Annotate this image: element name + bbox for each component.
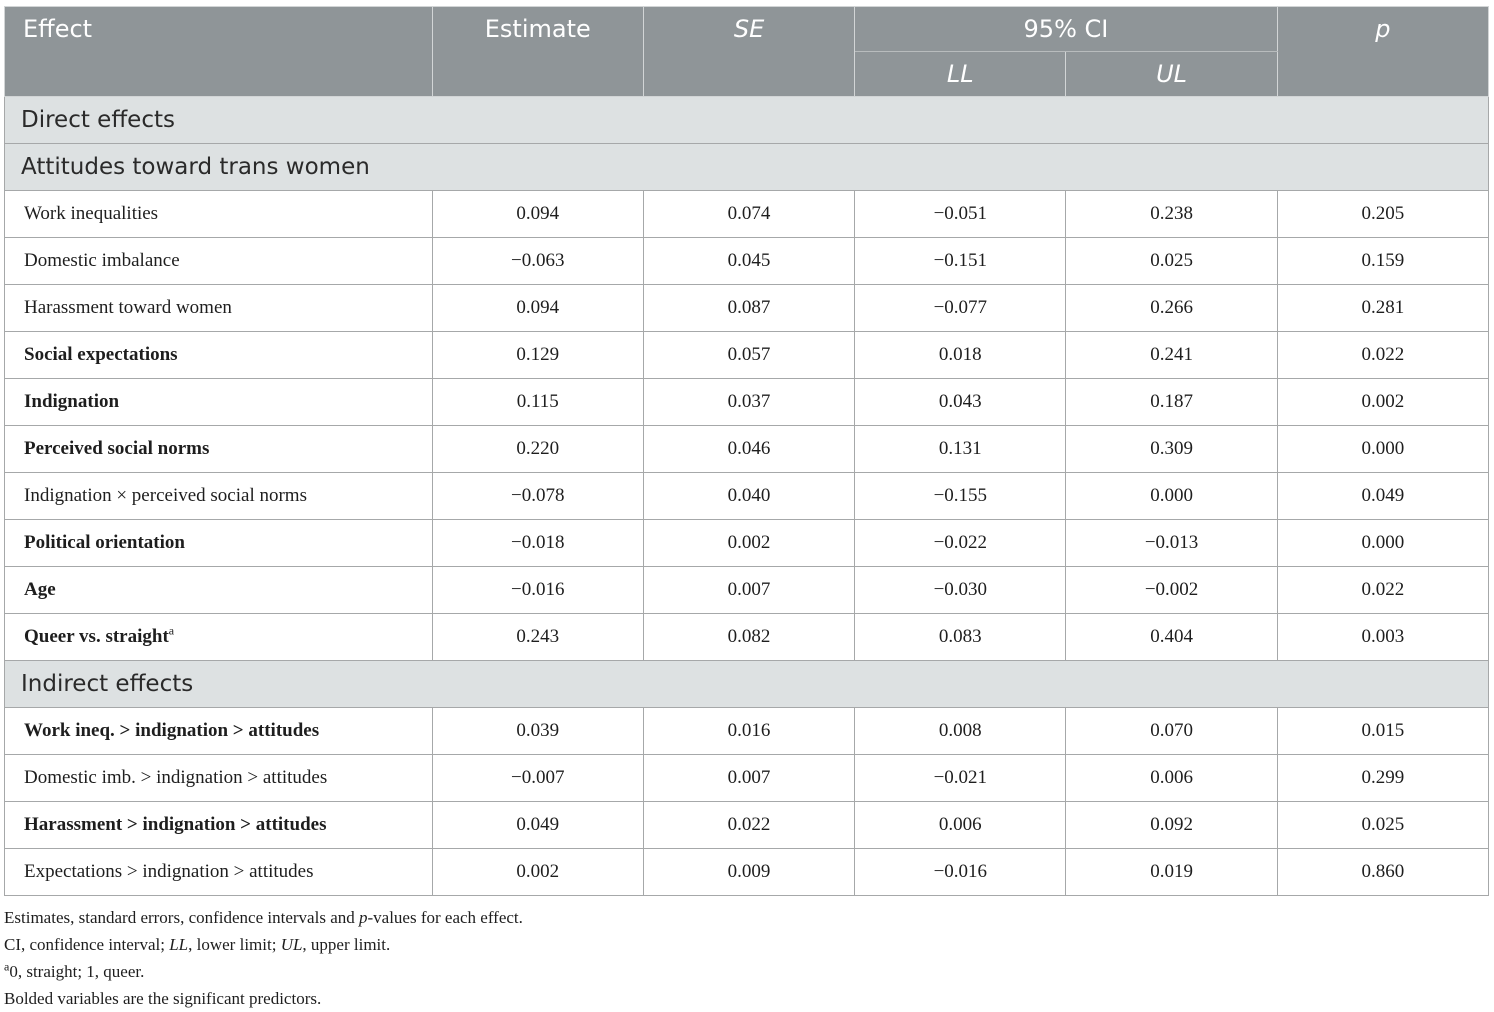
ul-cell: 0.238 xyxy=(1066,191,1277,238)
table-row xyxy=(5,473,1489,520)
ll-cell: 0.131 xyxy=(855,426,1066,473)
footnote-1-text-b: -values for each effect. xyxy=(367,908,523,927)
results-table-container xyxy=(4,6,1489,896)
effect-label-text: Age xyxy=(24,579,56,600)
ul-cell: 0.266 xyxy=(1066,285,1277,332)
p-cell: 0.000 xyxy=(1277,426,1488,473)
header-p: p xyxy=(1277,7,1488,97)
ll-cell: −0.077 xyxy=(855,285,1066,332)
footnote-3 xyxy=(4,958,523,985)
estimate-cell: −0.063 xyxy=(432,238,643,285)
effect-label-text: Work inequalities xyxy=(24,203,159,224)
table-header xyxy=(5,7,1489,97)
se-cell: 0.037 xyxy=(643,379,854,426)
footnote-2-ll: LL xyxy=(169,935,189,954)
table-row xyxy=(5,379,1489,426)
se-cell: 0.046 xyxy=(643,426,854,473)
se-cell: 0.007 xyxy=(643,567,854,614)
p-cell: 0.002 xyxy=(1277,379,1488,426)
p-cell: 0.022 xyxy=(1277,567,1488,614)
footnote-1-text-a: Estimates, standard errors, confidence intervals and xyxy=(4,908,359,927)
effect-label xyxy=(5,708,433,755)
se-cell: 0.074 xyxy=(643,191,854,238)
ll-cell: −0.030 xyxy=(855,567,1066,614)
ul-cell: −0.013 xyxy=(1066,520,1277,567)
effect-label xyxy=(5,191,433,238)
footnote-3-text: 0, straight; 1, queer. xyxy=(9,962,145,981)
se-cell: 0.045 xyxy=(643,238,854,285)
table-row xyxy=(5,520,1489,567)
p-cell: 0.003 xyxy=(1277,614,1488,661)
p-cell: 0.159 xyxy=(1277,238,1488,285)
effect-label xyxy=(5,426,433,473)
footnote-1-p: p xyxy=(358,908,368,927)
table-row xyxy=(5,567,1489,614)
effect-label xyxy=(5,332,433,379)
header-ci: 95% CI xyxy=(855,7,1278,52)
estimate-cell: 0.129 xyxy=(432,332,643,379)
effect-label xyxy=(5,849,433,896)
estimate-cell: 0.243 xyxy=(432,614,643,661)
footnote-2 xyxy=(4,931,523,958)
se-cell: 0.007 xyxy=(643,755,854,802)
table-body xyxy=(5,97,1489,896)
ul-cell: 0.187 xyxy=(1066,379,1277,426)
results-table xyxy=(4,6,1489,896)
ll-cell: 0.018 xyxy=(855,332,1066,379)
effect-label-text: Perceived social norms xyxy=(24,438,210,459)
p-cell: 0.299 xyxy=(1277,755,1488,802)
effect-label xyxy=(5,802,433,849)
footnote-2-text-b: , lower limit; xyxy=(188,935,281,954)
se-cell: 0.082 xyxy=(643,614,854,661)
ul-cell: 0.404 xyxy=(1066,614,1277,661)
se-cell: 0.002 xyxy=(643,520,854,567)
header-ul: UL xyxy=(1066,52,1277,97)
estimate-cell: −0.078 xyxy=(432,473,643,520)
table-row xyxy=(5,849,1489,896)
table-footnotes xyxy=(4,904,523,1012)
ll-cell: 0.006 xyxy=(855,802,1066,849)
effect-label xyxy=(5,238,433,285)
ll-cell: 0.008 xyxy=(855,708,1066,755)
section-row-direct xyxy=(5,97,1489,144)
effect-label xyxy=(5,379,433,426)
effect-label-text: Queer vs. straight xyxy=(24,626,169,647)
table-row xyxy=(5,755,1489,802)
table-row xyxy=(5,238,1489,285)
estimate-cell: −0.018 xyxy=(432,520,643,567)
header-ll: LL xyxy=(855,52,1066,97)
ul-cell: 0.019 xyxy=(1066,849,1277,896)
estimate-cell: −0.007 xyxy=(432,755,643,802)
effect-label-text: Harassment toward women xyxy=(24,297,232,318)
effect-label xyxy=(5,473,433,520)
footnote-4: Bolded variables are the significant predictors. xyxy=(4,989,322,1008)
ul-cell: 0.241 xyxy=(1066,332,1277,379)
header-estimate: Estimate xyxy=(432,7,643,97)
effect-label-text: Harassment > indignation > attitudes xyxy=(24,814,327,835)
effect-label-text: Expectations > indignation > attitudes xyxy=(24,861,314,882)
effect-label xyxy=(5,285,433,332)
effect-label-text: Work ineq. > indignation > attitudes xyxy=(24,720,320,741)
estimate-cell: 0.094 xyxy=(432,191,643,238)
se-cell: 0.057 xyxy=(643,332,854,379)
p-cell: 0.205 xyxy=(1277,191,1488,238)
table-row xyxy=(5,802,1489,849)
estimate-cell: 0.220 xyxy=(432,426,643,473)
section-indirect-effects: Indirect effects xyxy=(5,661,1489,708)
section-attitudes: Attitudes toward trans women xyxy=(5,144,1489,191)
ll-cell: −0.151 xyxy=(855,238,1066,285)
p-cell: 0.860 xyxy=(1277,849,1488,896)
se-cell: 0.009 xyxy=(643,849,854,896)
effect-label-text: Domestic imbalance xyxy=(24,250,180,271)
ll-cell: 0.083 xyxy=(855,614,1066,661)
table-row xyxy=(5,426,1489,473)
ll-cell: 0.043 xyxy=(855,379,1066,426)
ul-cell: 0.025 xyxy=(1066,238,1277,285)
header-effect: Effect xyxy=(5,7,433,97)
p-cell: 0.049 xyxy=(1277,473,1488,520)
estimate-cell: 0.002 xyxy=(432,849,643,896)
ll-cell: −0.022 xyxy=(855,520,1066,567)
section-row-indirect xyxy=(5,661,1489,708)
se-cell: 0.087 xyxy=(643,285,854,332)
effect-label xyxy=(5,755,433,802)
estimate-cell: 0.039 xyxy=(432,708,643,755)
se-cell: 0.016 xyxy=(643,708,854,755)
table-row xyxy=(5,614,1489,661)
effect-label xyxy=(5,520,433,567)
ll-cell: −0.021 xyxy=(855,755,1066,802)
p-cell: 0.015 xyxy=(1277,708,1488,755)
section-direct-effects: Direct effects xyxy=(5,97,1489,144)
ul-cell: 0.309 xyxy=(1066,426,1277,473)
p-cell: 0.281 xyxy=(1277,285,1488,332)
effect-label-text: Social expectations xyxy=(24,344,178,365)
estimate-cell: −0.016 xyxy=(432,567,643,614)
ll-cell: −0.016 xyxy=(855,849,1066,896)
section-row-attitudes xyxy=(5,144,1489,191)
ul-cell: 0.092 xyxy=(1066,802,1277,849)
estimate-cell: 0.094 xyxy=(432,285,643,332)
estimate-cell: 0.115 xyxy=(432,379,643,426)
effect-label xyxy=(5,567,433,614)
ul-cell: 0.000 xyxy=(1066,473,1277,520)
footnote-3-marker: a xyxy=(4,959,10,974)
effect-label-text: Political orientation xyxy=(24,532,185,553)
footnote-2-text-a: CI, confidence interval; xyxy=(4,935,170,954)
ul-cell: 0.070 xyxy=(1066,708,1277,755)
header-se: SE xyxy=(643,7,854,97)
ul-cell: −0.002 xyxy=(1066,567,1277,614)
footnote-2-ul: UL xyxy=(280,935,303,954)
effect-label xyxy=(5,614,433,661)
footnote-2-text-c: , upper limit. xyxy=(302,935,391,954)
p-cell: 0.022 xyxy=(1277,332,1488,379)
footnote-marker: a xyxy=(168,623,175,638)
table-row xyxy=(5,285,1489,332)
p-cell: 0.025 xyxy=(1277,802,1488,849)
effect-label-text: Indignation xyxy=(24,391,120,412)
table-row xyxy=(5,332,1489,379)
effect-label-text: Domestic imb. > indignation > attitudes xyxy=(24,767,328,788)
ll-cell: −0.155 xyxy=(855,473,1066,520)
effect-label-text: Indignation × perceived social norms xyxy=(24,485,307,506)
ul-cell: 0.006 xyxy=(1066,755,1277,802)
ll-cell: −0.051 xyxy=(855,191,1066,238)
se-cell: 0.022 xyxy=(643,802,854,849)
table-row xyxy=(5,708,1489,755)
se-cell: 0.040 xyxy=(643,473,854,520)
p-cell: 0.000 xyxy=(1277,520,1488,567)
footnote-1 xyxy=(4,904,523,931)
table-row xyxy=(5,191,1489,238)
estimate-cell: 0.049 xyxy=(432,802,643,849)
